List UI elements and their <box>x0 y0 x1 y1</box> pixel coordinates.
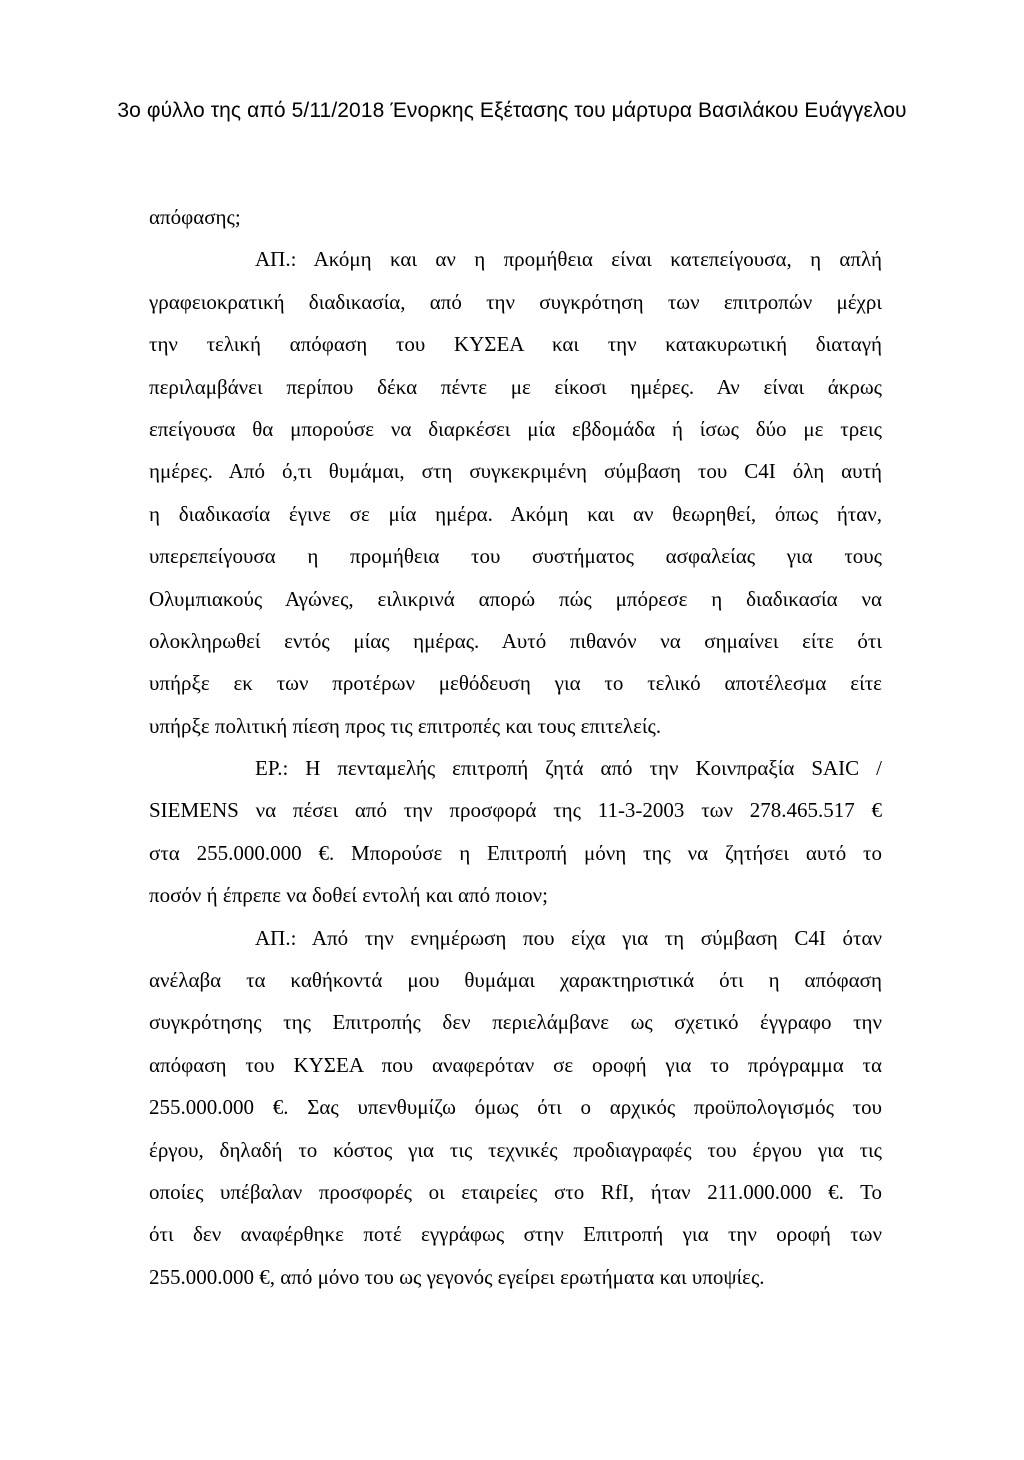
text-line: γραφειοκρατική διαδικασία, από την συγκρότηση των επιτροπών μέχρι <box>149 289 882 314</box>
text-line: συγκρότησης της Επιτροπής δεν περιελάμβανε ως σχετικό έγγραφο την <box>149 1010 882 1035</box>
text-line: στα 255.000.000 €. Μπορούσε η Επιτροπή μόνη της να ζητήσει αυτό το <box>149 840 882 865</box>
text-line: την τελική απόφαση του ΚΥΣΕΑ και την κατακυρωτική διαταγή <box>149 332 882 357</box>
text-line: ολοκληρωθεί εντός μίας ημέρας. Αυτό πιθανόν να σημαίνει είτε ότι <box>149 628 882 653</box>
text-line: οποίες υπέβαλαν προσφορές οι εταιρείες στο RfI, ήταν 211.000.000 €. Το <box>149 1179 882 1204</box>
text-line: απόφαση του ΚΥΣΕΑ που αναφερόταν σε οροφή για το πρόγραμμα τα <box>149 1052 882 1077</box>
text-line: ΑΠ.: Από την ενημέρωση που είχα για τη σύμβαση C4I όταν <box>255 925 882 950</box>
page-header: 3ο φύλλο της από 5/11/2018 Ένορκης Εξέτασης του μάρτυρα Βασιλάκου Ευάγγελου <box>117 99 907 122</box>
text-line: Ολυμπιακούς Αγώνες, ειλικρινά απορώ πώς μπόρεσε η διαδικασία να <box>149 586 882 611</box>
text-line: περιλαμβάνει περίπου δέκα πέντε με είκοσι ημέρες. Αν είναι άκρως <box>149 374 882 399</box>
text-line: ΑΠ.: Ακόμη και αν η προμήθεια είναι κατεπείγουσα, η απλή <box>255 247 882 272</box>
text-line: 255.000.000 €. Σας υπενθυμίζω όμως ότι ο αρχικός προϋπολογισμός του <box>149 1095 882 1120</box>
text-line: υπήρξε εκ των προτέρων μεθόδευση για το τελικό αποτέλεσμα είτε <box>149 671 882 696</box>
text-line: υπήρξε πολιτική πίεση προς τις επιτροπές και τους επιτελείς. <box>149 713 662 738</box>
text-line: απόφασης; <box>149 205 241 229</box>
text-line: η διαδικασία έγινε σε μία ημέρα. Ακόμη και αν θεωρηθεί, όπως ήταν, <box>149 501 882 526</box>
text-line: ποσόν ή έπρεπε να δοθεί εντολή και από ποιον; <box>149 883 548 908</box>
text-line: SIEMENS να πέσει από την προσφορά της 11-3-2003 των 278.465.517 € <box>149 798 882 823</box>
text-line: έργου, δηλαδή το κόστος για τις τεχνικές προδιαγραφές του έργου για τις <box>149 1137 882 1162</box>
text-line: ΕΡ.: Η πενταμελής επιτροπή ζητά από την Κοινπραξία SAIC / <box>255 756 882 781</box>
text-line: 255.000.000 €, από μόνο του ως γεγονός εγείρει ερωτήματα και υποψίες. <box>149 1264 765 1289</box>
text-line: ανέλαβα τα καθήκοντά μου θυμάμαι χαρακτηριστικά ότι η απόφαση <box>149 968 882 993</box>
text-line: ότι δεν αναφέρθηκε ποτέ εγγράφως στην Επιτροπή για την οροφή των <box>149 1222 882 1247</box>
testimony-text <box>149 196 882 1298</box>
text-line: υπερεπείγουσα η προμήθεια του συστήματος ασφαλείας για τους <box>149 544 882 569</box>
text-line: επείγουσα θα μπορούσε να διαρκέσει μία εβδομάδα ή ίσως δύο με τρεις <box>149 416 882 441</box>
text-line: ημέρες. Από ό,τι θυμάμαι, στη συγκεκριμένη σύμβαση του C4I όλη αυτή <box>149 459 882 484</box>
